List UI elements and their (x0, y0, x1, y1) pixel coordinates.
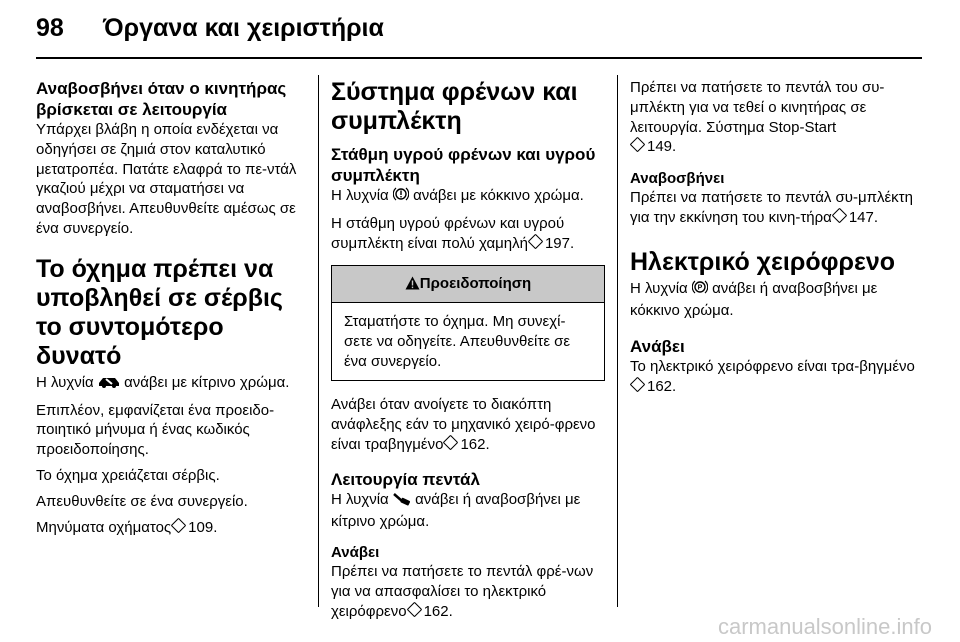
warning-header (332, 266, 604, 303)
text-service-needed: Το όχημα χρειάζεται σέρβις. (36, 466, 220, 484)
column-divider-2 (617, 75, 618, 607)
warning-triangle-icon (405, 276, 420, 294)
wrench-car-icon (98, 375, 120, 395)
text-fluid-b: ανάβει με κόκκινο χρώμα. (413, 187, 584, 204)
heading-pedal: Λειτουργία πεντάλ (331, 469, 480, 489)
text-handbrake-a: Ανάβει όταν ανοίγετε το διακόπτη ανάφλεξης εάν το μηχανικό χειρό-φρενο είναι τραβηγμένο (331, 396, 596, 453)
xref-handbrake[interactable]: 162. (460, 435, 490, 453)
text-lit-a: Πρέπει να πατήσετε το πεντάλ φρέ-νων για να απασφαλίσει το ηλεκτρικό χειρόφρενο (331, 563, 594, 620)
text-service-a: Η λυχνία (36, 373, 94, 391)
text-service-contact: Απευθυνθείτε σε ένα συνεργείο. (36, 492, 248, 510)
text-handbrake (331, 395, 605, 454)
text-epb-lit-a: Το ηλεκτρικό χειρόφρενο είναι τρα-βηγμένο (630, 358, 915, 376)
text-service-extra: Επιπλέον, εμφανίζεται ένα προειδο-ποιητικό μήνυμα ή ένας κωδικός προειδοποίησης. (36, 401, 275, 459)
text-vehicle-messages (36, 518, 306, 538)
svg-text:P: P (697, 284, 703, 292)
text-vehicle-messages-a: Μηνύματα οχήματος (36, 518, 172, 536)
cross-reference-icon (832, 208, 848, 224)
text-service-lamp (36, 373, 306, 395)
heading-epb-lit: Ανάβει (630, 337, 685, 357)
xref-stop-start[interactable]: 149. (647, 138, 677, 156)
parking-brake-icon (692, 279, 708, 301)
page-title: Όργανα και χειριστήρια (103, 14, 384, 42)
text-epb-lamp (630, 279, 928, 321)
heading-lit: Ανάβει (331, 544, 380, 562)
column-divider-1 (318, 75, 319, 607)
cross-reference-icon (630, 377, 646, 393)
warning-box (331, 265, 605, 381)
text-epb-a: Η λυχνία (630, 279, 688, 297)
cross-reference-icon (528, 233, 544, 249)
cross-reference-icon (630, 137, 646, 153)
text-clutch (630, 78, 928, 157)
xref-lit[interactable]: 162. (423, 602, 453, 620)
text-fluid-low-a: Η στάθμη υγρού φρένων και υγρού συμπλέκτη είναι πολύ χαμηλή (331, 214, 565, 252)
xref-vehicle-messages[interactable]: 109. (188, 518, 218, 536)
text-fluid-lamp (331, 186, 605, 208)
column-2 (331, 78, 605, 628)
brake-warning-icon (393, 186, 409, 208)
text-fluid-a: Η λυχνία (331, 187, 389, 204)
heading-electric-parking-brake: Ηλεκτρικό χειρόφρενο (630, 247, 895, 276)
heading-fluid-level: Στάθμη υγρού φρένων και υγρού συμπλέκτη (331, 145, 596, 185)
xref-epb[interactable]: 162. (647, 378, 677, 396)
text-pedal-a: Η λυχνία (331, 490, 389, 508)
cross-reference-icon (171, 517, 187, 533)
text-lit (331, 562, 605, 621)
warning-body: Σταματήστε το όχημα. Μη συνεχί-σετε να οδηγείτε. Απευθυνθείτε σε ένα συνεργείο. (344, 313, 571, 371)
text-blink (630, 188, 928, 228)
text-pedal-b: ανάβει ή αναβοσβήνει με κίτρινο χρώμα. (331, 490, 581, 530)
column-3 (630, 78, 928, 403)
watermark: carmanualsonline.info (717, 614, 932, 639)
pedal-icon (393, 492, 411, 512)
xref-fluid[interactable]: 197. (544, 234, 575, 252)
text-epb-b: ανάβει ή αναβοσβήνει με κόκκινο χρώμα. (630, 279, 878, 319)
heading-blink: Αναβοσβήνει (630, 170, 725, 188)
header-rule (36, 57, 922, 59)
page-number: 98 (36, 14, 64, 42)
text-clutch-a: Πρέπει να πατήσετε το πεντάλ του συ-μπλέκτη για να τεθεί ο κινητήρας σε λειτουργία. Σύστημα Stop-Start (630, 79, 885, 136)
heading-brake-clutch: Σύστημα φρένων και συμπλέκτη (331, 78, 578, 135)
xref-start[interactable]: 147. (848, 208, 879, 226)
text-fluid-low (331, 214, 605, 254)
column-1 (36, 78, 306, 543)
heading-service: Το όχημα πρέπει να υποβληθεί σε σέρβις το συντομότερο δυνατό (36, 254, 283, 370)
cross-reference-icon (406, 602, 422, 618)
text-pedal-lamp (331, 490, 605, 532)
text-service-b: ανάβει με κίτρινο χρώμα. (124, 373, 290, 391)
text-epb-lit (630, 357, 928, 397)
text-shutdown: Υπάρχει βλάβη η οποία ενδέχεται να οδηγήσει σε ζημιά στον καταλυτικό μετατροπέα. Πατάτε ελαφρά το πε-ντάλ γκαζιού μέχρι να σταματήσει να αναβοσβήνει. Απευθυνθείτε αμέσως σε ένα συνεργείο. (36, 121, 297, 237)
heading-shutdown-blink: Αναβοσβήνει όταν ο κινητήρας βρίσκεται σε λειτουργία (36, 79, 287, 119)
warning-title: Προειδοποίηση (419, 275, 532, 293)
text-blink-a: Πρέπει να πατήσετε το πεντάλ συ-μπλέκτη για την εκκίνηση του κινη-τήρα (630, 189, 913, 226)
cross-reference-icon (443, 435, 459, 451)
